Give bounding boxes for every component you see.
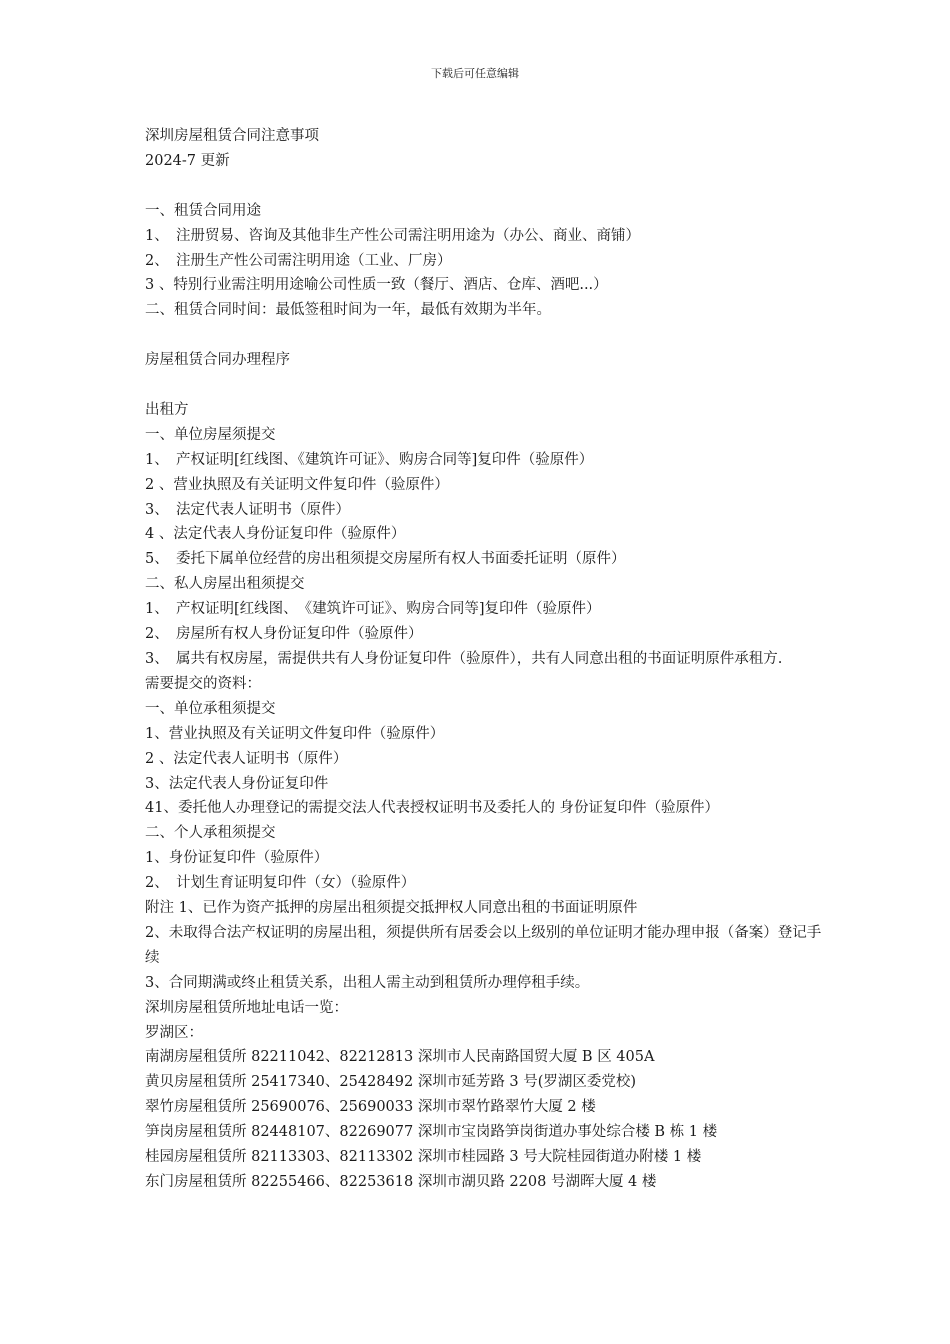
document-line: 1、 产权证明[红线图、《建筑许可证》、购房合同等]复印件（验原件）: [145, 451, 594, 468]
document-line: 二、私人房屋出租须提交: [145, 576, 305, 593]
document-line: 深圳房屋租赁合同注意事项: [145, 128, 319, 144]
document-line: 一、单位房屋须提交: [145, 426, 276, 443]
document-line: 需要提交的资料：: [145, 675, 261, 692]
document-line: 2 、法定代表人证明书（原件）: [145, 750, 348, 767]
document-line: 房屋租赁合同办理程序: [145, 352, 290, 369]
document-line: 3、合同期满或终止租赁关系，出租人需主动到租赁所办理停租手续。: [145, 974, 590, 991]
document-line: 3 、特别行业需注明用途喻公司性质一致（餐厅、酒店、仓库、酒吧...）: [145, 277, 608, 294]
document-line: 笋岗房屋租赁所 82448107、82269077 深圳市宝岗路笋岗街道办事处综合楼 B 栋 1 楼: [145, 1124, 718, 1141]
document-line: 2 、营业执照及有关证明文件复印件（验原件）: [145, 476, 449, 493]
document-line: 深圳房屋租赁所地址电话一览：: [145, 999, 348, 1016]
document-line: 2024-7 更新: [145, 152, 230, 169]
page-header-note: 下载后可任意编辑: [431, 67, 519, 80]
document-line: 3、法定代表人身份证复印件: [145, 775, 329, 792]
document-body: [145, 124, 825, 1195]
document-line: 2、 计划生育证明复印件（女）（验原件）: [145, 875, 416, 892]
document-line: 2、未取得合法产权证明的房屋出租，须提供所有居委会以上级别的单位证明才能办理申报（备案）登记手续: [145, 924, 822, 966]
document-line: 1、 注册贸易、咨询及其他非生产性公司需注明用途为（办公、商业、商铺）: [145, 227, 640, 244]
blank-line: [145, 174, 825, 199]
document-line: 桂园房屋租赁所 82113303、82113302 深圳市桂园路 3 号大院桂园街道办附楼 1 楼: [145, 1149, 702, 1166]
document-line: 附注 1、已作为资产抵押的房屋出租须提交抵押权人同意出租的书面证明原件: [145, 900, 638, 917]
document-line: 翠竹房屋租赁所 25690076、25690033 深圳市翠竹路翠竹大厦 2 楼: [145, 1099, 596, 1116]
blank-line: [145, 323, 825, 348]
document-line: 41、委托他人办理登记的需提交法人代表授权证明书及委托人的 身份证复印件（验原件）: [145, 800, 720, 817]
document-line: 黄贝房屋租赁所 25417340、25428492 深圳市延芳路 3 号(罗湖区委党校): [145, 1074, 637, 1091]
document-line: 1、 产权证明[红线图、 《建筑许可证》、购房合同等]复印件（验原件）: [145, 601, 601, 618]
document-line: 二、个人承租须提交: [145, 825, 276, 842]
document-line: 东门房屋租赁所 82255466、82253618 深圳市湖贝路 2208 号湖晖大厦 4 楼: [145, 1174, 657, 1191]
document-line: 1、营业执照及有关证明文件复印件（验原件）: [145, 725, 445, 742]
document-line: 2、 注册生产性公司需注明用途（工业、厂房）: [145, 252, 452, 269]
document-line: 5、 委托下属单位经营的房出租须提交房屋所有权人书面委托证明（原件）: [145, 551, 626, 568]
document-line: 2、 房屋所有权人身份证复印件（验原件）: [145, 626, 423, 643]
document-line: 二、租赁合同时间：最低签租时间为一年，最低有效期为半年。: [145, 302, 551, 319]
document-line: 南湖房屋租赁所 82211042、82212813 深圳市人民南路国贸大厦 B 区 405A: [145, 1049, 655, 1066]
document-line: 3、 法定代表人证明书（原件）: [145, 501, 350, 518]
document-line: 一、单位承租须提交: [145, 700, 276, 717]
document-line: 一、租赁合同用途: [145, 202, 261, 219]
document-line: 4 、法定代表人身份证复印件（验原件）: [145, 526, 406, 543]
document-line: 罗湖区：: [145, 1024, 203, 1041]
blank-line: [145, 373, 825, 398]
document-line: 1、身份证复印件（验原件）: [145, 850, 329, 867]
document-line: 出租方: [145, 401, 189, 418]
document-line: 3、 属共有权房屋，需提供共有人身份证复印件（验原件），共有人同意出租的书面证明原件承租方.: [145, 650, 783, 667]
